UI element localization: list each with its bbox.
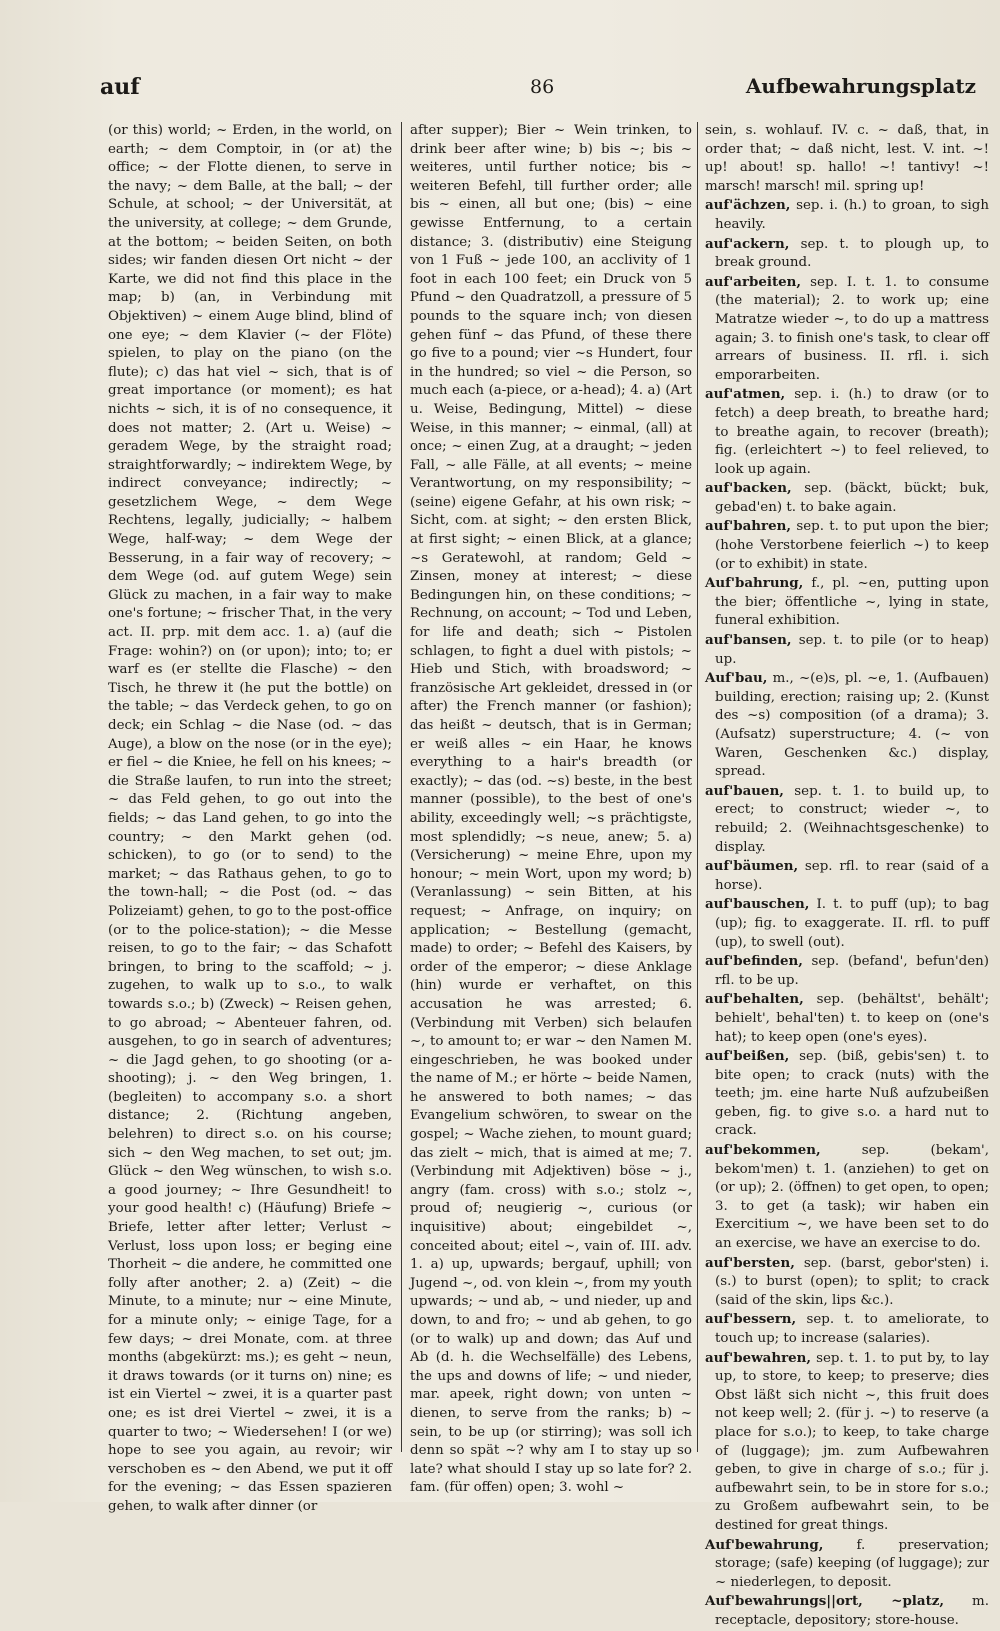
entry-headword: auf'bauen, [705, 782, 784, 799]
dictionary-entry [705, 895, 989, 952]
column-1-text: (or this) world; ~ Erden, in the world, on earth; ~ dem Comptoir, in (or at) the office; ~ der Flotte dienen, to serve in the navy; ~ dem Balle, at the ball; ~ der Schule, at school; ~ der Universität, at the university, at college; ~ dem Grunde, at the bottom; ~ beiden Seiten, on both sides; wir fanden diesen Ort nicht ~ der Karte, we did not find this place in the map; b) (an, in Verbindung mit Objektiven) ~ einem Auge blind, blind of one eye; ~ dem Klavier (~ der Flöte) spielen, to play on the piano (on the flute); c) das hat viel ~ sich, that is of great importance (or moment); es hat nichts ~ sich, it is of no consequence, it does not matter; 2. (Art u. Weise) ~ geradem Wege, by the straight road; straightforwardly; ~ indirektem Wege, by indirect conveyance; indirectly; ~ gesetzlichem Wege, ~ dem Wege Rechtens, legally, judicially; ~ halbem Wege, half-way; ~ dem Wege der Besserung, in a fair way of recovery; ~ dem Wege (od. auf gutem Wege) sein Glück zu machen, in a fair way to make one's fortune; ~ frischer That, in the very act. II. prp. mit dem acc. 1. a) (auf die Frage: wohin?) on (or upon); into; to; er warf es (er stellte die Flasche) ~ den Tisch, he threw it (he put the bottle) on the table; ~ das Verdeck gehen, to go on deck; ein Schlag ~ die Nase (od. ~ das Auge), a blow on the nose (or in the eye); er fiel ~ die Kniee, he fell on his knees; ~ die Straße laufen, to run into the street; ~ das Feld gehen, to go out into the fields; ~ das Land gehen, to go into the country; ~ den Markt gehen (od. schicken), to go (or to send) to the market; ~ das Rathaus gehen, to go to the town-hall; ~ die Post (od. ~ das Polizeiamt) gehen, to go to the post-office (or to the police-station); ~ die Messe reisen, to go to the fair; ~ das Schafott bringen, to bring to the scaffold; ~ j. zugehen, to walk up to s.o., to walk towards s.o.; b) (Zweck) ~ Reisen gehen, to go abroad; ~ Abenteuer fahren, od. ausgehen, to go in search of adventures; ~ die Jagd gehen, to go shooting (or a-shooting); j. ~ den Weg bringen, 1. (begleiten) to accompany s.o. a short distance; 2. (Richtung angeben, belehren) to direct s.o. on his course; sich ~ den Weg machen, to set out; jm. Glück ~ den Weg wünschen, to wish s.o. a good journey; ~ Ihre Gesundheit! to your good health! c) (Häufung) Briefe ~ Briefe, letter after letter; Verlust ~ Verlust, loss upon loss; er beging eine Thorheit ~ die andere, he committed one folly after another; 2. a) (Zeit) ~ die Minute, to a minute; nur ~ eine Minute, for a minute only; ~ einige Tage, for a few days; ~ drei Monate, com. at three months (abgekürzt: ms.); es geht ~ neun, it draws towards (or it turns on) nine; es ist ein Viertel ~ zwei, it is a quarter past one; es ist drei Viertel ~ zwei, it is a quarter to two; ~ Wiedersehen! I (or we) hope to see you again, au revoir; wir verschoben es ~ den Abend, we put it off for the evening; ~ das Essen spazieren gehen, to walk after dinner (or [108, 123, 392, 1514]
dictionary-entry [705, 952, 989, 990]
entry-headword: auf'atmen, [705, 386, 786, 403]
entry-definition: sep. i. (h.) to draw (or to fetch) a deep breath, to breathe hard; to breathe again, to recover (breath); fig. (erleichtert ~) to feel relieved, to look up again. [715, 387, 989, 477]
dictionary-entry [705, 479, 989, 517]
dictionary-entry [705, 122, 989, 196]
dictionary-entry [705, 631, 989, 669]
entry-headword: auf'ackern, [705, 235, 790, 252]
dictionary-entry [705, 782, 989, 857]
dictionary-entry [705, 196, 989, 234]
header-left-guide-word: auf [100, 74, 140, 100]
dictionary-entry [705, 235, 989, 273]
dictionary-entry [705, 1310, 989, 1348]
column-2-text: after supper); Bier ~ Wein trinken, to drink beer after wine; b) bis ~; bis ~ weiteres, until further notice; bis ~ weiteren Befehl, till further order; alle bis ~ einen, all but one; (bis) ~ eine gewisse Entfernung, to a certain distance; 3. (distributiv) eine Steigung von 1 Fuß ~ jede 100, an acclivity of 1 foot in each 100 feet; ein Druck von 5 Pfund ~ den Quadratzoll, a pressure of 5 pounds to the square inch; von diesen gehen fünf ~ das Pfund, of these there go five to a pound; vier ~s Hundert, four in the hundred; so viel ~ die Person, so much each (a-piece, or a-head); 4. a) (Art u. Weise, Bedingung, Mittel) ~ diese Weise, in this manner; ~ einmal, (all) at once; ~ einen Zug, at a draught; ~ jeden Fall, ~ alle Fälle, at all events; ~ meine Verantwortung, on my responsibility; ~ (seine) eigene Gefahr, at his own risk; ~ Sicht, com. at sight; ~ den ersten Blick, at first sight; ~ einen Blick, at a glance; ~s Geratewohl, at random; Geld ~ Zinsen, money at interest; ~ diese Bedingungen hin, on these conditions; ~ Rechnung, on account; ~ Tod und Leben, for life and death; sich ~ Pistolen schlagen, to fight a duel with pistols; ~ Hieb und Stich, with broadsword; ~ französische Art gekleidet, dressed in (or after) the French manner (or fashion); das heißt ~ deutsch, that is in German; er weiß alles ~ ein Haar, he knows everything to a hair's breadth (or exactly); ~ das (od. ~s) beste, in the best manner (possible), to the best of one's ability, exceedingly well; ~s prächtigste, most splendidly; ~s neue, anew; 5. a) (Versicherung) ~ meine Ehre, upon my honour; ~ mein Wort, upon my word; b) (Veranlassung) ~ sein Bitten, at his request; ~ Anfrage, on inquiry; on application; ~ Bestellung (gemacht, made) to order; ~ Befehl des Kaisers, by order of the emperor; ~ diese Anklage (hin) wurde er verhaftet, on this accusation he was arrested; 6. (Verbindung mit Verben) sich belaufen ~, to amount to; er war ~ den Namen M. eingeschrieben, he was booked under the name of M.; er hörte ~ beide Namen, he answered to both names; ~ das Evangelium schwören, to swear on the gospel; ~ Wache ziehen, to mount guard; das zielt ~ mich, that is aimed at me; 7. (Verbindung mit Adjektiven) böse ~ j., angry (fam. cross) with s.o.; stolz ~, proud of; neugierig ~, curious (or inquisitive) about; eingebildet ~, conceited about; eitel ~, vain of. III. adv. 1. a) up, upwards; bergauf, uphill; von Jugend ~, od. von klein ~, from my youth upwards; ~ und ab, ~ und nieder, up and down, to and fro; ~ und ab gehen, to go (or to walk) up and down; das Auf und Ab (d. h. die Wechselfälle) des Lebens, the ups and downs of life; ~ und nieder, mar. apeek, right down; von unten ~ dienen, to serve from the ranks; b) ~ sein, to be up (or stirring); was soll ich denn so spät ~? why am I to stay up so late? what should I stay up so late for? 2. fam. (für offen) open; 3. wohl ~ [410, 123, 692, 1496]
column-1 [108, 122, 392, 1514]
entry-headword: Auf'bau, [705, 670, 768, 687]
entry-definition: sep. i. (h.) to groan, to sigh heavily. [715, 198, 989, 232]
entry-definition: m., ~(e)s, pl. ~e, 1. (Aufbauen) building, erection; raising up; 2. (Kunst des ~s) composition (of a drama); 3. (Aufsatz) superstructure; 4. (~ von Waren, Geschenken &c.) display, spread. [715, 671, 989, 780]
entry-definition: sep. (biß, gebis'sen) t. to bite open; to crack (nuts) with the teeth; jm. eine harte Nuß aufzubeißen geben, fig. to give s.o. a hard nut to crack. [715, 1049, 989, 1139]
entry-headword: auf'bewahren, [705, 1349, 812, 1366]
entry-headword: Auf'bewahrungs||ort, ~platz, [705, 1593, 945, 1610]
page-number: 86 [530, 76, 555, 98]
dictionary-entry [705, 1047, 989, 1141]
entry-headword: auf'arbeiten, [705, 273, 802, 290]
entry-definition: sep. (bäckt, bückt; buk, gebad'en) t. to bake again. [715, 481, 989, 515]
dictionary-entry [705, 1349, 989, 1536]
entry-definition: m. receptacle, depository; store-house. [715, 1594, 989, 1628]
dictionary-entry [705, 1592, 989, 1630]
dictionary-entry [705, 1254, 989, 1311]
entry-definition: sep. t. to plough up, to break ground. [715, 236, 989, 271]
dictionary-entry [705, 857, 989, 895]
dictionary-entry [705, 990, 989, 1047]
entry-definition: f., pl. ~en, putting upon the bier; öffentliche ~, lying in state, funeral exhibition. [715, 576, 989, 629]
entry-headword: auf'bäumen, [705, 858, 799, 875]
entry-definition: sep. t. to pile (or to heap) up. [715, 633, 989, 667]
entry-headword: auf'befinden, [705, 953, 803, 970]
entry-headword: Auf'bewahrung, [705, 1536, 824, 1553]
entry-headword: auf'bahren, [705, 518, 792, 535]
entry-definition: sein, s. wohlauf. IV. c. ~ daß, that, in order that; ~ daß nicht, lest. V. int. ~! up! about! sp. hallo! ~! tantivy! ~! marsch! marsch! mil. spring up! [705, 123, 989, 194]
entry-headword: auf'ächzen, [705, 197, 791, 214]
dictionary-entry [705, 1141, 989, 1254]
header-right-guide-word: Aufbewahrungsplatz [745, 74, 976, 98]
entry-definition: sep. (behältst', behält'; behielt', behal'ten) t. to keep on (one's hat); to keep open (one's eyes). [715, 992, 989, 1045]
dictionary-entry [705, 517, 989, 574]
entry-definition: sep. I. t. 1. to consume (the material); 2. to work up; eine Matratze wieder ~, to do up a mattress again; 3. to finish one's task, to clear off arrears of business. II. rfl. i. sich emporarbeiten. [715, 274, 989, 383]
column-divider-2 [697, 122, 698, 1452]
entry-headword: auf'behalten, [705, 991, 804, 1008]
dictionary-entry [705, 669, 989, 782]
entry-headword: auf'bansen, [705, 632, 792, 649]
column-3 [705, 122, 989, 1628]
entry-definition: sep. rfl. to rear (said of a horse). [715, 859, 989, 893]
entry-definition: f. preservation; storage; (safe) keeping (of luggage); zur ~ niederlegen, to deposit. [715, 1537, 989, 1590]
entry-headword: Auf'bahrung, [705, 575, 804, 592]
dictionary-entry [705, 385, 989, 479]
entry-definition: sep. t. to ameliorate, to touch up; to increase (salaries). [715, 1312, 989, 1346]
entry-headword: auf'bersten, [705, 1254, 795, 1271]
entry-definition: sep. t. 1. to build up, to erect; to construct; wieder ~, to rebuild; 2. (Weihnachtsgeschenke) to display. [715, 783, 989, 855]
entry-headword: auf'beißen, [705, 1048, 790, 1065]
entry-definition: sep. t. 1. to put by, to lay up, to store, to keep; to preserve; dies Obst läßt sich nicht ~, this fruit does not keep well; 2. (für j. ~) to reserve (a place for s.o.); to keep, to take charge of (luggage); jm. zum Aufbewahren geben, to give in charge of s.o.; für j. aufbewahrt sein, to be in store for s.o.; zu Großem aufbewahrt sein, to be destined for great things. [715, 1350, 989, 1533]
entry-definition: sep. (befand', befun'den) rfl. to be up. [715, 954, 989, 988]
column-2 [410, 122, 692, 1496]
dictionary-entry [705, 1536, 989, 1593]
dictionary-entry [705, 574, 989, 631]
dictionary-entry [705, 273, 989, 386]
entry-headword: auf'bekommen, [705, 1142, 821, 1159]
entry-definition: sep. (bekam', bekom'men) t. 1. (anziehen) to get on (or up); 2. (öffnen) to get open, to open; 3. to get (a task); wir haben ein Exercitium ~, we have been set to do an exercise, we have an exercise to do. [715, 1143, 989, 1252]
entry-definition: sep. (barst, gebor'sten) i. (s.) to burst (open); to split; to crack (said of the skin, lips &c.). [715, 1255, 989, 1308]
column-divider-1 [401, 122, 402, 1452]
entry-headword: auf'bauschen, [705, 896, 810, 913]
entry-headword: auf'backen, [705, 480, 792, 497]
entry-definition: I. t. to puff (up); to bag (up); fig. to exaggerate. II. rfl. to puff (up), to swell (out). [715, 897, 989, 950]
entry-definition: sep. t. to put upon the bier; (hohe Verstorbene feierlich ~) to keep (or to exhibit) in state. [715, 519, 989, 572]
entry-headword: auf'bessern, [705, 1311, 797, 1328]
